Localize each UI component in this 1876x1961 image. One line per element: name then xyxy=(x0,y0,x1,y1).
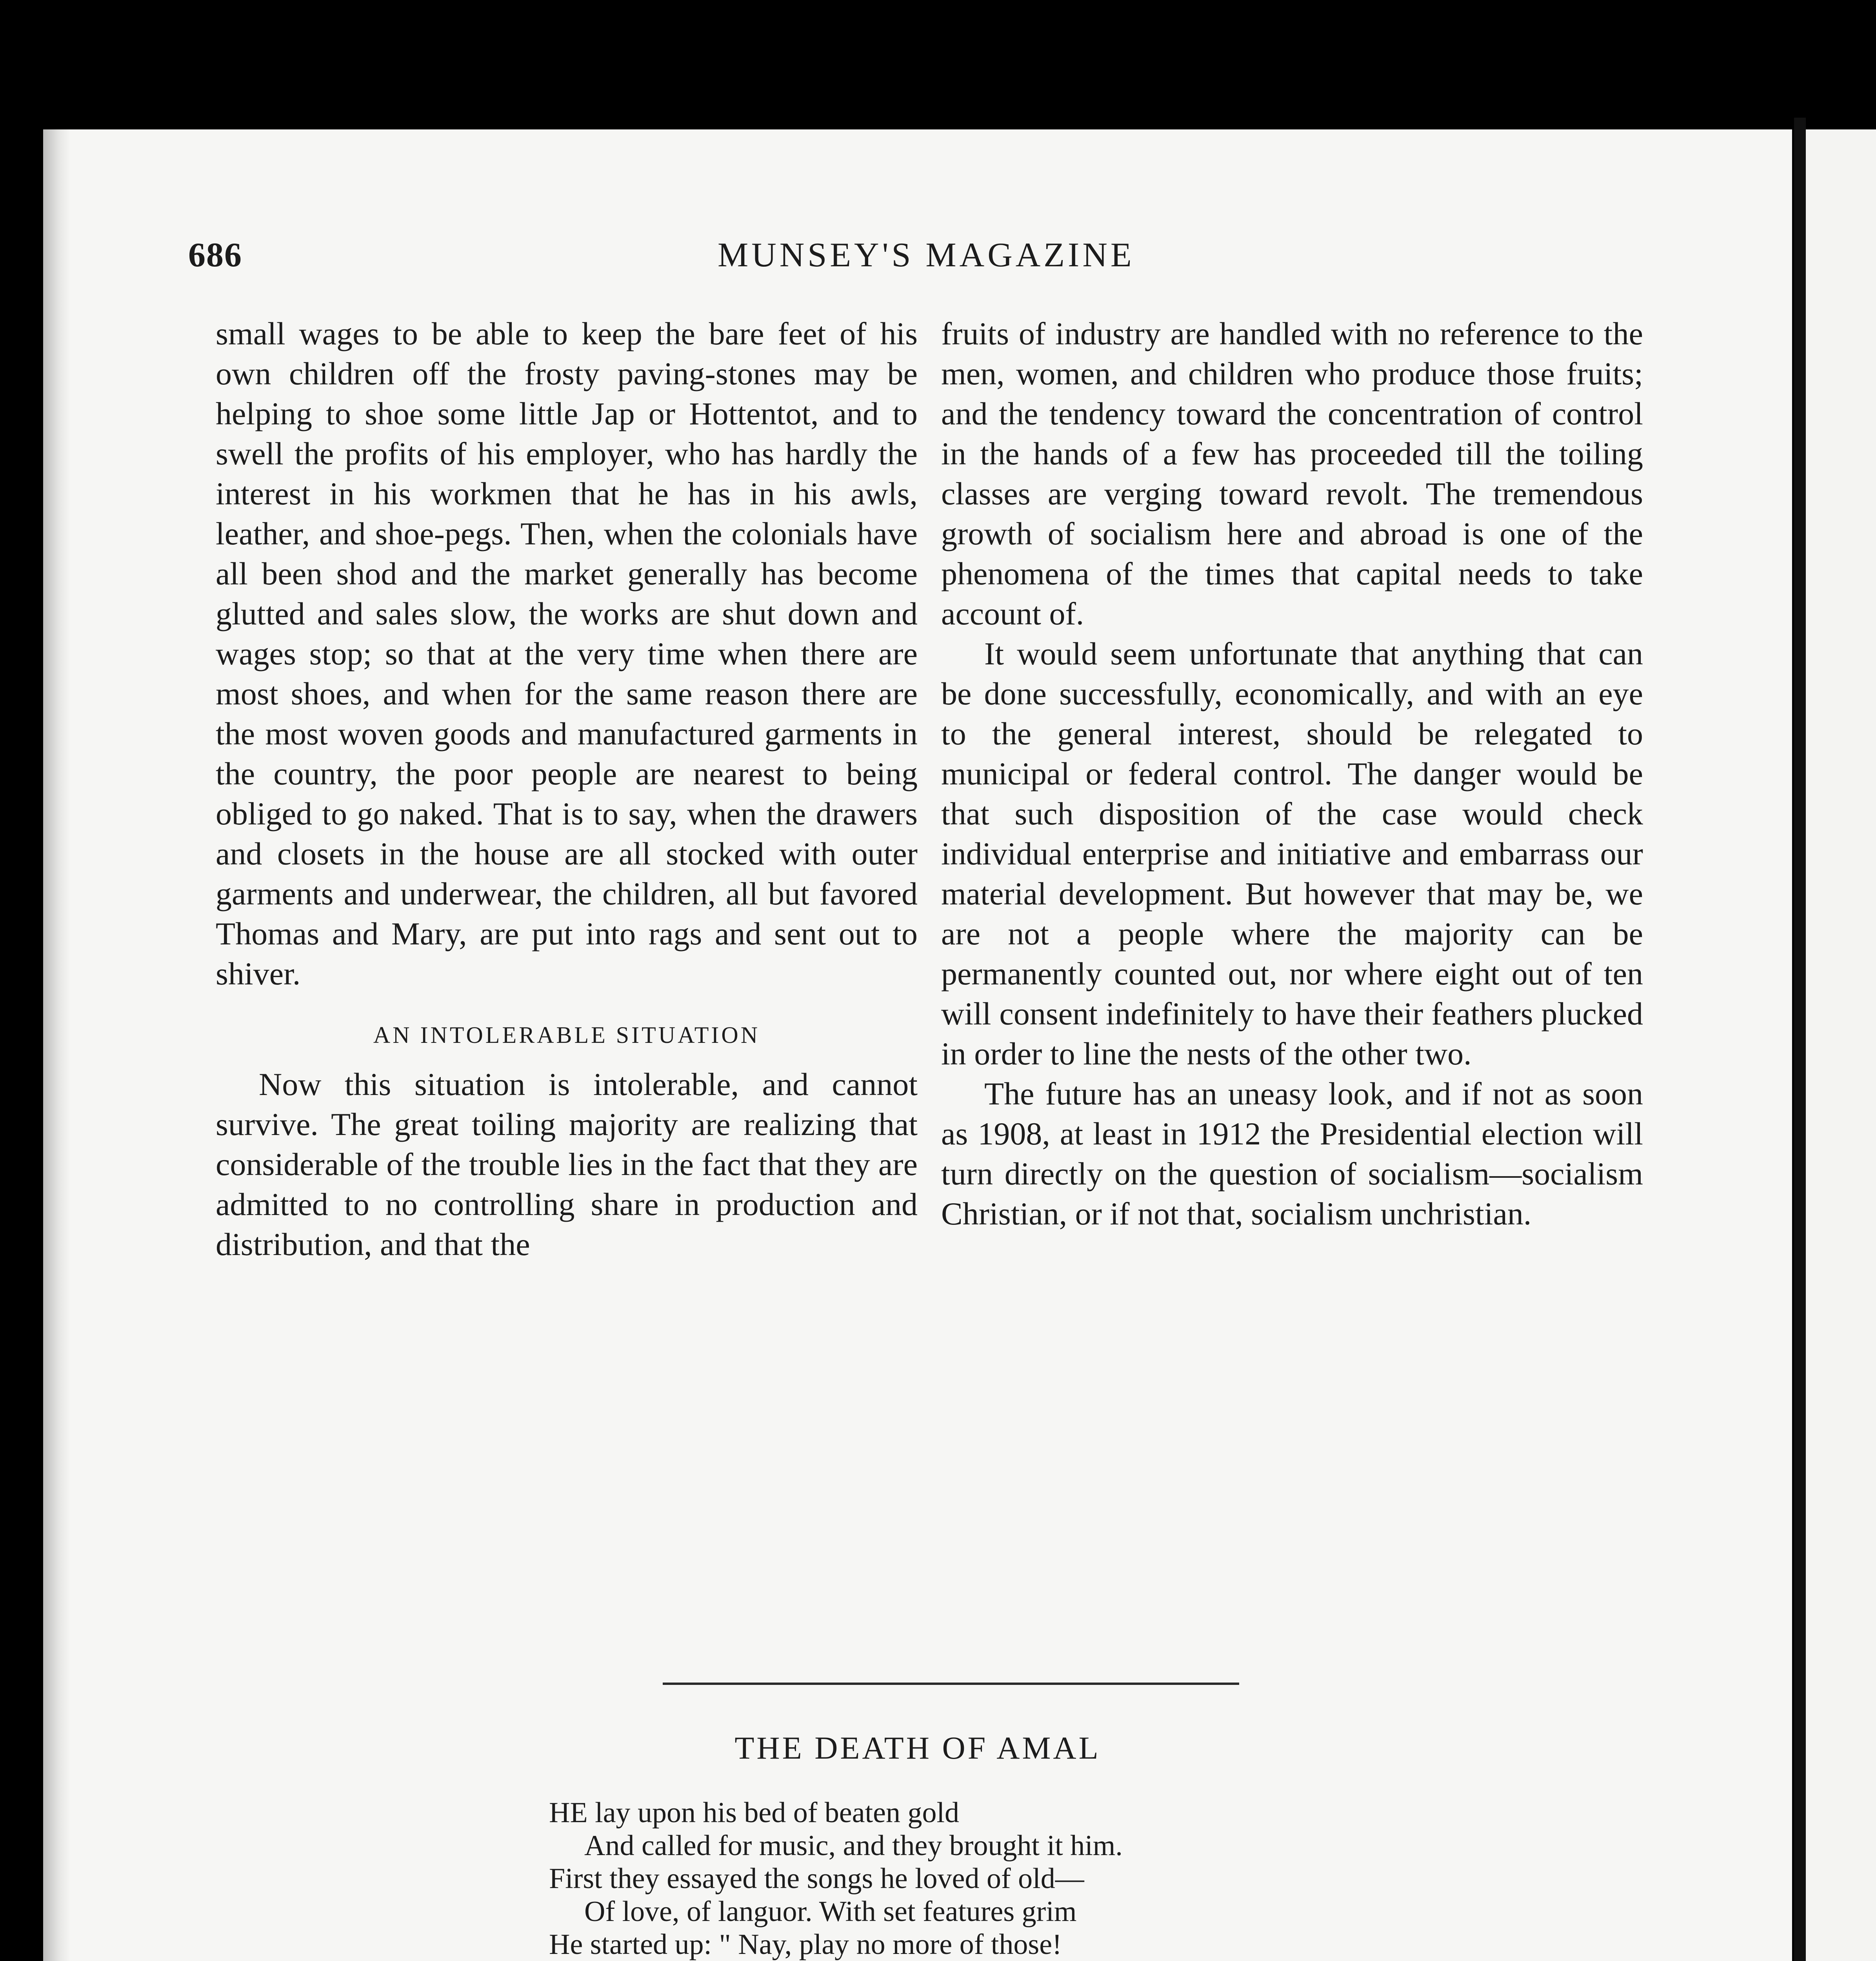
poem-title: THE DEATH OF AMAL xyxy=(734,1730,1101,1766)
binding-shadow xyxy=(1794,118,1806,1961)
section-divider xyxy=(663,1683,1239,1685)
poem-line: HE lay upon his bed of beaten gold xyxy=(549,1797,960,1829)
running-title: MUNSEY'S MAGAZINE xyxy=(718,236,1135,274)
page-header xyxy=(43,235,1792,282)
body-paragraph: It would seem unfortunate that anything that can be done successfully, economically, and with an eye to the general interest, should be relegated to municipal or federal control. The danger would be that such disposition of the case would check individual enterprise and initiative and embarrass our material development. But however that may be, we are not a people where the majority can be permanently counted out, nor where eight out of ten will consent indefinitely to have their feathers plucked in order to line the nests of the other two. xyxy=(941,636,1643,1071)
poem-stanza xyxy=(549,1796,1490,1961)
body-paragraph: small wages to be able to keep the bare feet of his own children off the frosty paving-stones may be helping to shoe some little Jap or Hottentot, and to swell the profits of his employer, who has hardly the interest in his workmen that he has in his awls, leather, and shoe-pegs. Then, when the colonials have all been shod and the market generally has become glutted and sales slow, the works are shut down and wages stop; so that at the very time when there are most shoes, and when for the same reason there are the most woven goods and manufactured garments in the country, the poor people are nearest to being obliged to go naked. That is to say, when the drawers and closets in the house are all stocked with outer garments and underwear, the children, all but favored Thomas and Mary, are put into rags and sent out to shiver. xyxy=(216,316,918,991)
poem-line: He started up: " Nay, play no more of those! xyxy=(549,1928,1062,1961)
section-subheading: AN INTOLERABLE SITUATION xyxy=(373,1022,760,1048)
gutter-shade xyxy=(43,129,71,1961)
adjacent-page-edge xyxy=(1806,129,1876,1961)
poem-line: Of love, of languor. With set features grim xyxy=(584,1896,1077,1928)
body-paragraph: Now this situation is intolerable, and cannot survive. The great toiling majority are realizing that considerable of the trouble lies in the fact that they are admitted to no controlling share in production and distribution, and that the xyxy=(216,1066,918,1262)
left-column xyxy=(216,314,918,1264)
body-paragraph: The future has an uneasy look, and if not as soon as 1908, at least in 1912 the Presidential election will turn directly on the question of socialism—socialism Christian, or if not that, socialism unchristian. xyxy=(941,1076,1643,1232)
poem-line: And called for music, and they brought it him. xyxy=(584,1830,1123,1862)
page-number: 686 xyxy=(188,236,242,274)
body-paragraph: fruits of industry are handled with no reference to the men, women, and children who produce those fruits; and the tendency toward the concentration of control in the hands of a few has proceeded till the toiling classes are verging toward revolt. The tremendous growth of socialism here and abroad is one of the phenomena of the times that capital needs to take account of. xyxy=(941,316,1643,631)
magazine-page xyxy=(43,129,1792,1961)
right-column xyxy=(941,314,1643,1234)
poem-body xyxy=(549,1796,1490,1961)
poem-line: First they essayed the songs he loved of old— xyxy=(549,1863,1084,1895)
